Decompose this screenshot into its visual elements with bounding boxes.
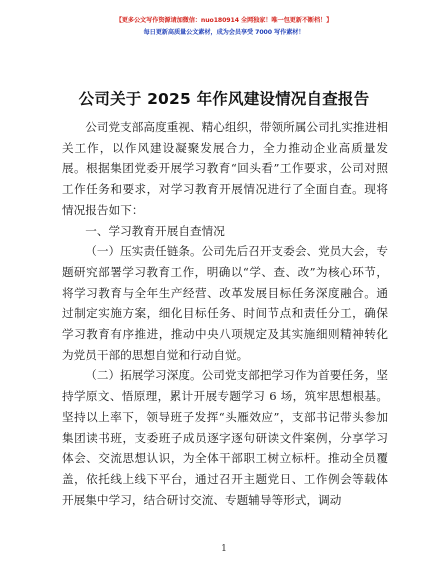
page-number: 1	[221, 544, 227, 554]
document-body	[62, 117, 388, 510]
subsection-2-paragraph	[62, 365, 388, 510]
promo-banner-line-2: 每日更新高质量公文素材，成为会员享受 7000 写作素材！	[143, 29, 305, 36]
intro-paragraph: 公司党支部高度重视、精心组织，带领所属公司扎实推进相关工作，以作风建设凝聚发展合力，全力推动企业高质量发展。根据集团党委开展学习教育“回头看”工作要求，公司对照工作任务和要求，对学习教育开展情况进行了全面自查。现将情况报告如下：	[62, 120, 388, 217]
document-title: 公司关于 2025 年作风建设情况自查报告	[78, 90, 370, 108]
subsection-1-text: 公司先后召开支委会、党员大会，专题研究部署学习教育工作，明确以“学、查、改”为核心环节，将学习教育与全年生产经营、改革发展目标任务深度融合。通过制定实施方案，细化目标任务、时间节点和责任分工，确保学习教育有序推进，推动中央八项规定及其实施细则精神转化为党员干部的思想自觉和行动自觉。	[62, 244, 388, 362]
subsection-1-paragraph	[62, 241, 388, 365]
subsection-2-text: 公司党支部把学习作为首要任务，坚持学原文、悟原理，累计开展专题学习 6 场，筑牢思想根基。坚持以上率下，领导班子发挥“头雁效应”，支部书记带头参加集团读书班，支委班子成员逐字逐句研读文件案例，分享学习体会、交流思想认识，为全体干部职工树立标杆。推动全员覆盖，依托线上线下平台，通过召开主题党日、工作例会等载体开展集中学习，结合研讨交流、专题辅导等形式，调动	[62, 368, 388, 507]
subsection-1-heading: （一）压实责任链条。	[85, 244, 202, 259]
promo-banner-line-1: 【更多公文写作资源请加微信：nuo180914 全网独家！唯一包更新不断档！】	[115, 17, 333, 24]
subsection-2-heading: （二）拓展学习深度。	[85, 368, 202, 383]
section-1-heading: 一、学习教育开展自查情况	[85, 223, 225, 238]
